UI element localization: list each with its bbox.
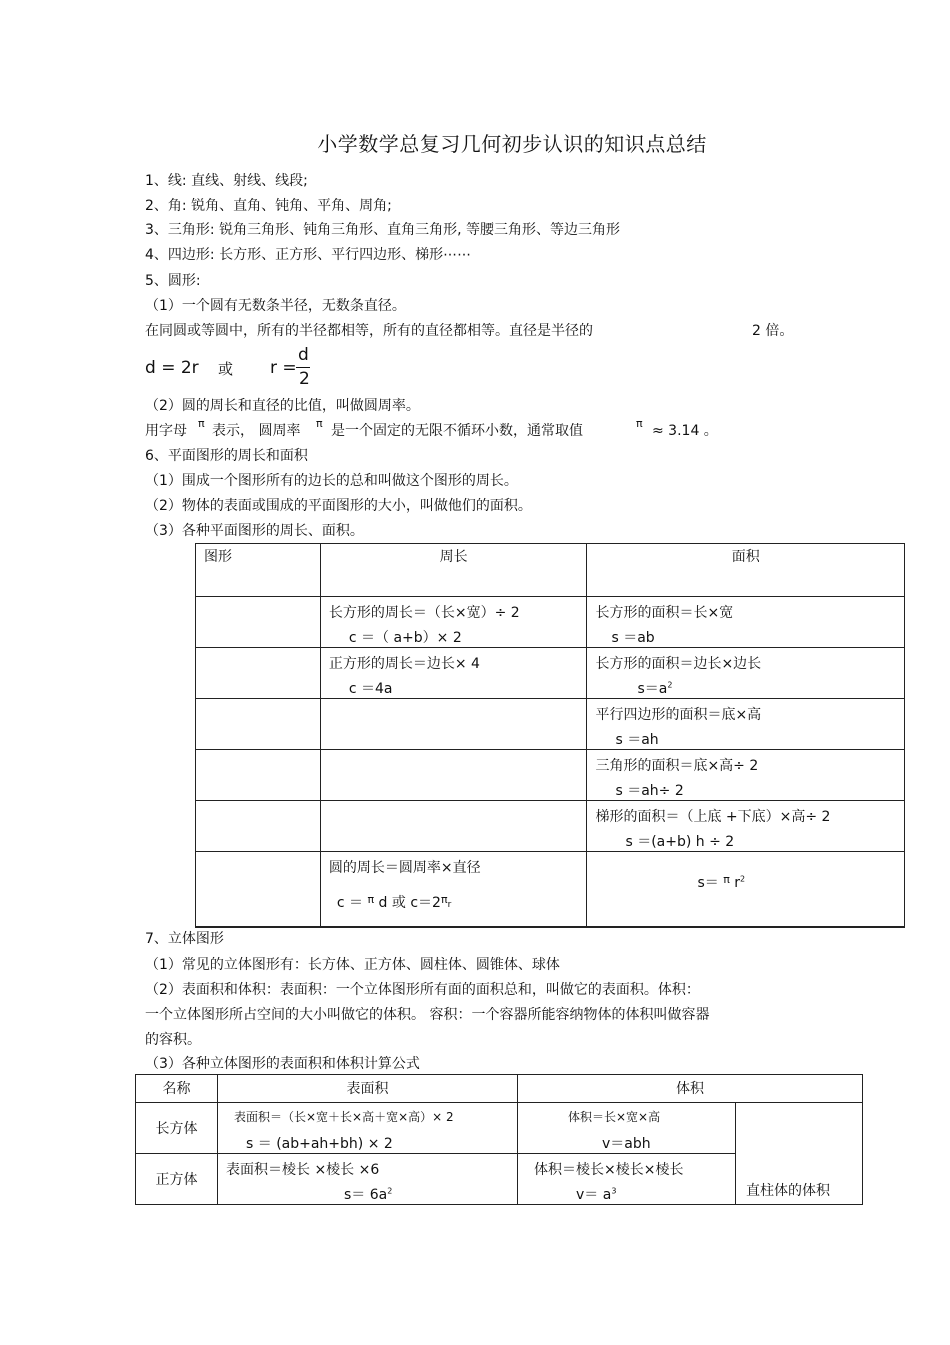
pi-text-2: 表示， 圆周率	[212, 423, 301, 439]
plane-formulas-intro: （3）各种平面图形的周长、面积。	[145, 523, 364, 539]
cuboid-surface-formula: 表面积＝（长×宽＋长×高＋宽×高）× 2	[234, 1110, 454, 1124]
exponent: 2	[667, 680, 673, 690]
solid-name-cube: 正方体	[136, 1154, 218, 1205]
pi-symbol: π	[198, 417, 205, 430]
formula-d: d = 2r	[145, 358, 199, 378]
perimeter-formula: 正方形的周长＝边长× 4	[328, 656, 480, 672]
cube-volume-formula: 体积＝棱长×棱长×棱长	[534, 1162, 684, 1178]
table-row	[196, 597, 905, 648]
area-formula: 平行四边形的面积＝底×高	[595, 707, 762, 723]
cuboid-surface-symbolic: s ＝ (ab+ah+bh) × 2	[246, 1136, 393, 1152]
perimeter-symbolic: c ＝4a	[348, 681, 393, 697]
capacity-end: 的容积。	[145, 1032, 201, 1048]
area-formula: 三角形的面积＝底×高÷ 2	[595, 758, 759, 774]
circle-point-2: （2）圆的周长和直径的比值，叫做圆周率。	[145, 398, 420, 414]
area-formula: 长方形的面积＝长×宽	[595, 605, 734, 621]
circle-point-1: （1）一个圆有无数条半径，无数条直径。	[145, 298, 406, 314]
solid-formulas-intro: （3）各种立体图形的表面积和体积计算公式	[145, 1056, 420, 1072]
area-symbolic: s＝a	[637, 681, 668, 697]
circle-area-s: s＝	[697, 875, 719, 891]
formula-denominator: 2	[299, 369, 310, 389]
exponent: 2	[740, 874, 746, 884]
solids-list: （1）常见的立体图形有：长方体、正方体、圆柱体、圆锥体、球体	[145, 957, 560, 973]
exponent: 3	[611, 1186, 617, 1196]
section-6-heading: 6、平面图形的周长和面积	[145, 448, 308, 464]
header-area: 面积	[587, 544, 905, 597]
circle-radius-times: 2 倍。	[752, 323, 794, 339]
formula-numerator: d	[298, 345, 309, 365]
table-row	[196, 699, 905, 750]
cube-surface-formula: 表面积＝棱长 ×棱长 ×6	[226, 1162, 380, 1178]
area-symbolic: s ＝ah÷ 2	[615, 783, 684, 799]
perimeter-symbolic: c ＝（ a+b）× 2	[348, 630, 462, 646]
table-row	[136, 1103, 863, 1154]
perimeter-definition: （1）围成一个图形所有的边长的总和叫做这个图形的周长。	[145, 473, 518, 489]
item-triangles: 3、三角形: 锐角三角形、钝角三角形、直角三角形, 等腰三角形、等边三角形	[145, 222, 620, 238]
pi-text-3: 是一个固定的无限不循环小数，通常取值	[331, 423, 583, 439]
area-symbolic: s ＝ah	[615, 732, 659, 748]
header-volume: 体积	[518, 1075, 863, 1103]
item-lines: 1、线: 直线、射线、线段;	[145, 173, 308, 189]
table-row: 圆的周长＝圆周率×直径 c ＝ $^\pi$ d 或 $c=2^\pi r$ s＝ $^\pi$ $r^2$	[196, 852, 905, 928]
circle-perimeter-d: d 或 c＝2	[378, 895, 441, 911]
area-formula: 长方形的面积＝边长×边长	[595, 656, 762, 672]
solid-figures-table	[135, 1074, 863, 1205]
pi-symbol: π	[367, 893, 375, 906]
fraction-bar	[296, 367, 310, 368]
section-7-heading: 7、立体图形	[145, 931, 224, 947]
area-symbolic: s ＝ab	[611, 630, 655, 646]
item-angles: 2、角: 锐角、直角、钝角、平角、周角;	[145, 198, 392, 214]
perimeter-formula: 长方形的周长＝（长×宽）÷ 2	[328, 605, 520, 621]
pi-text-1: 用字母	[145, 423, 187, 439]
circle-radius-text: 在同圆或等圆中，所有的半径都相等，所有的直径都相等。直径是半径的	[145, 323, 593, 339]
table-row	[196, 648, 905, 699]
perimeter-formula: 圆的周长＝圆周率×直径	[328, 860, 481, 876]
pi-symbol: π	[440, 893, 448, 906]
solid-name-cuboid: 长方体	[136, 1103, 218, 1154]
circle-area-r: r	[734, 875, 741, 891]
prism-volume-label: 直柱体的体积	[746, 1183, 830, 1199]
formula-or: 或	[218, 360, 234, 378]
cuboid-volume-formula: 体积＝长×宽×高	[568, 1110, 661, 1124]
page-title: 小学数学总复习几何初步认识的知识点总结	[317, 132, 707, 156]
table-row	[196, 750, 905, 801]
pi-symbol: π	[723, 873, 730, 886]
surface-volume-definition: （2）表面积和体积：表面积：一个立体图形所有面的面积总和，叫做它的表面积。体积：	[145, 982, 700, 998]
pi-approx: ≈ 3.14 。	[652, 423, 718, 439]
formula-r: r =	[270, 358, 297, 378]
circle-perimeter-c: c ＝	[336, 895, 363, 911]
table-row	[196, 801, 905, 852]
cube-volume-symbolic: v＝ a	[576, 1187, 612, 1203]
header-surface-area: 表面积	[218, 1075, 518, 1103]
area-definition: （2）物体的表面或围成的平面图形的大小，叫做他们的面积。	[145, 498, 532, 514]
pi-symbol: π	[316, 417, 323, 430]
volume-capacity-definition: 一个立体图形所占空间的大小叫做它的体积。 容积：一个容器所能容纳物体的体积叫做容器	[145, 1007, 710, 1023]
item-quadrilaterals: 4、四边形: 长方形、正方形、平行四边形、梯形⋯⋯	[145, 247, 472, 263]
plane-figures-table	[195, 543, 905, 928]
cube-surface-symbolic: s＝ 6a	[344, 1187, 388, 1203]
area-symbolic: s ＝(a+b) h ÷ 2	[625, 834, 735, 850]
exponent: 2	[387, 1186, 393, 1196]
header-shape: 图形	[196, 544, 321, 597]
header-name: 名称	[136, 1075, 218, 1103]
header-perimeter: 周长	[320, 544, 587, 597]
pi-symbol: π	[636, 417, 643, 430]
cuboid-volume-symbolic: v＝abh	[602, 1136, 651, 1152]
item-circle: 5、圆形:	[145, 273, 201, 289]
area-formula: 梯形的面积＝（上底 +下底）×高÷ 2	[595, 809, 831, 825]
